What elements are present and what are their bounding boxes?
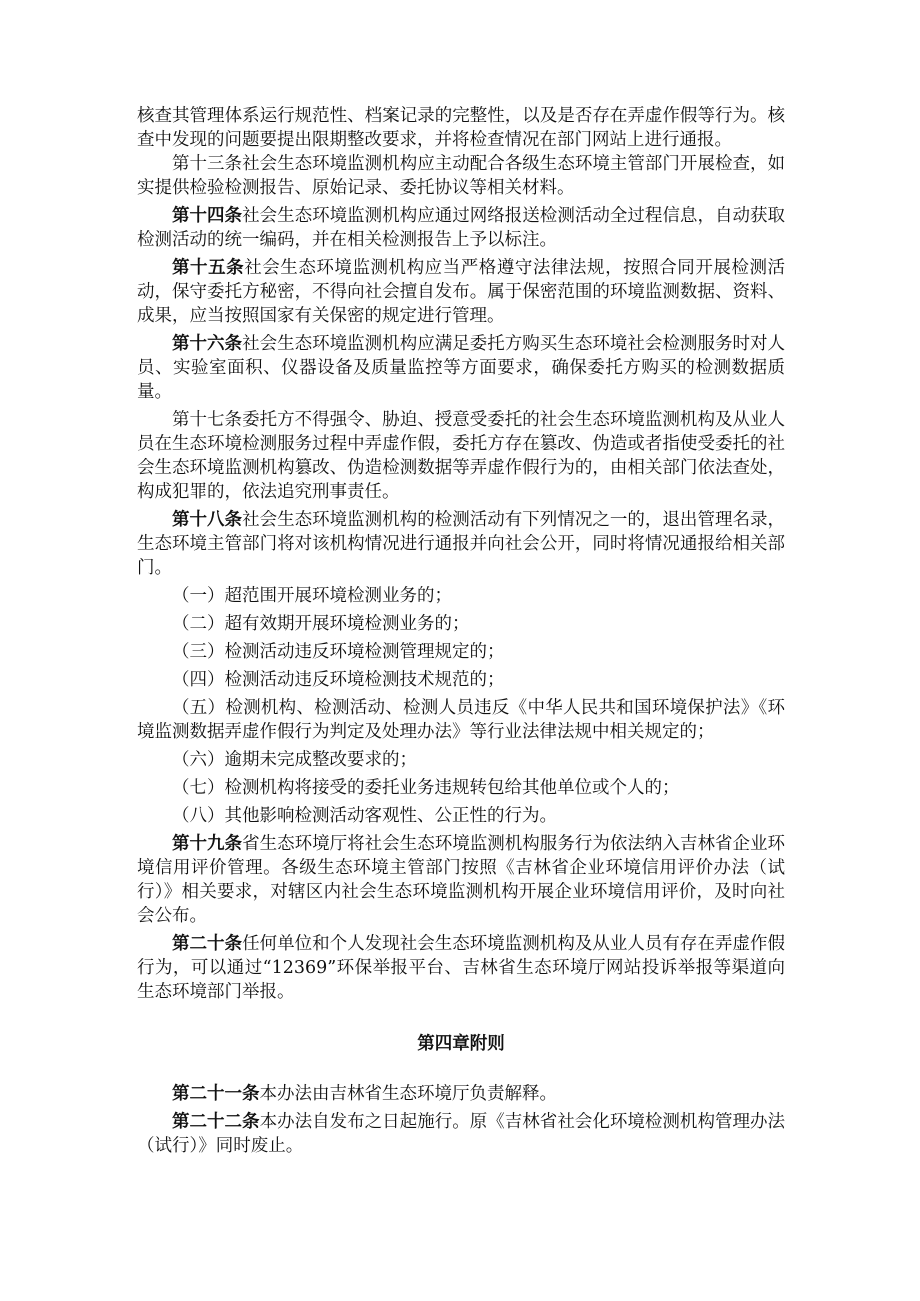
article-14-text: 社会生态环境监测机构应通过网络报送检测活动全过程信息，自动获取检测活动的统一编码，并在相关检测报告上予以标注。	[137, 206, 786, 250]
list-item-3: （三）检测活动违反环境检测管理规定的；	[172, 642, 505, 662]
article-16-number: 第十六条	[172, 334, 243, 354]
article-17	[137, 408, 785, 504]
chapter-title: 第四章附则	[417, 1034, 505, 1054]
article-16	[137, 332, 785, 404]
article-19-text: 省生态环境厅将社会生态环境监测机构服务行为依法纳入吉林省企业环境信用评价管理。各级生态环境主管部门按照《吉林省企业环境信用评价办法（试行）》相关要求，对辖区内社会生态环境监测机构开展企业环境信用评价，及时向社会公布。	[137, 834, 786, 926]
article-20-number: 第二十条	[172, 934, 243, 954]
article-21	[137, 1082, 785, 1106]
list-item-2: （二）超有效期开展环境检测业务的；	[172, 614, 470, 634]
article-15	[137, 256, 785, 328]
article-17-number: 第十七条	[172, 410, 243, 430]
list-item-1: （一）超范围开展环境检测业务的；	[172, 586, 452, 606]
article-13	[137, 152, 785, 200]
article-19	[137, 832, 785, 928]
article-20-text: 任何单位和个人发现社会生态环境监测机构及从业人员有存在弄虚作假行为，可以通过“12369”环保举报平台、吉林省生态环境厅网站投诉举报等渠道向生态环境部门举报。	[137, 934, 786, 1002]
article-13-text: 社会生态环境监测机构应主动配合各级生态环境主管部门开展检查，如实提供检验检测报告、原始记录、委托协议等相关材料。	[137, 154, 786, 198]
article-19-number: 第十九条	[172, 834, 243, 854]
article-14-number: 第十四条	[172, 206, 243, 226]
article-18-text: 社会生态环境监测机构的检测活动有下列情况之一的，退出管理名录，生态环境主管部门将对该机构情况进行通报并向社会公开，同时将情况通报给相关部门。	[137, 510, 786, 578]
article-17-text: 委托方不得强令、胁迫、授意受委托的社会生态环境监测机构及从业人员在生态环境检测服务过程中弄虚作假，委托方存在篡改、伪造或者指使受委托的社会生态环境监测机构篡改、伪造检测数据等弄虚作假行为的，由相关部门依法查处，构成犯罪的，依法追究刑事责任。	[137, 410, 786, 502]
article-16-text: 社会生态环境监测机构应满足委托方购买生态环境社会检测服务时对人员、实验室面积、仪器设备及质量监控等方面要求，确保委托方购买的检测数据质量。	[137, 334, 786, 402]
list-item-4: （四）检测活动违反环境检测技术规范的；	[172, 670, 505, 690]
article-15-number: 第十五条	[172, 258, 245, 278]
intro-paragraph: 核查其管理体系运行规范性、档案记录的完整性，以及是否存在弄虚作假等行为。核查中发现的问题要提出限期整改要求，并将检查情况在部门网站上进行通报。	[137, 106, 785, 150]
article-21-text: 本办法由吉林省生态环境厅负责解释。	[259, 1084, 557, 1104]
list-item-6: （六）逾期未完成整改要求的；	[172, 750, 417, 770]
article-20	[137, 932, 785, 1004]
article-14	[137, 204, 785, 252]
article-22-number: 第二十二条	[172, 1112, 260, 1132]
list-item-8: （八）其他影响检测活动客观性、公正性的行为。	[172, 806, 557, 826]
article-18-number: 第十八条	[172, 510, 243, 530]
article-22-text: 本办法自发布之日起施行。原《吉林省社会化环境检测机构管理办法（试行）》同时废止。	[137, 1112, 786, 1156]
article-18	[137, 508, 785, 580]
article-22	[137, 1110, 785, 1158]
document-page	[137, 104, 785, 1158]
article-21-number: 第二十一条	[172, 1084, 260, 1104]
article-13-number: 第十三条	[172, 154, 243, 174]
article-15-text: 社会生态环境监测机构应当严格遵守法律法规，按照合同开展检测活动，保守委托方秘密，不得向社会擅自发布。属于保密范围的环境监测数据、资料、成果，应当按照国家有关保密的规定进行管理。	[137, 258, 786, 326]
list-item-7: （七）检测机构将接受的委托业务违规转包给其他单位或个人的；	[172, 778, 680, 798]
list-item-5: （五）检测机构、检测活动、检测人员违反《中华人民共和国环境保护法》《环境监测数据弄虚作假行为判定及处理办法》等行业法律法规中相关规定的；	[137, 698, 785, 742]
